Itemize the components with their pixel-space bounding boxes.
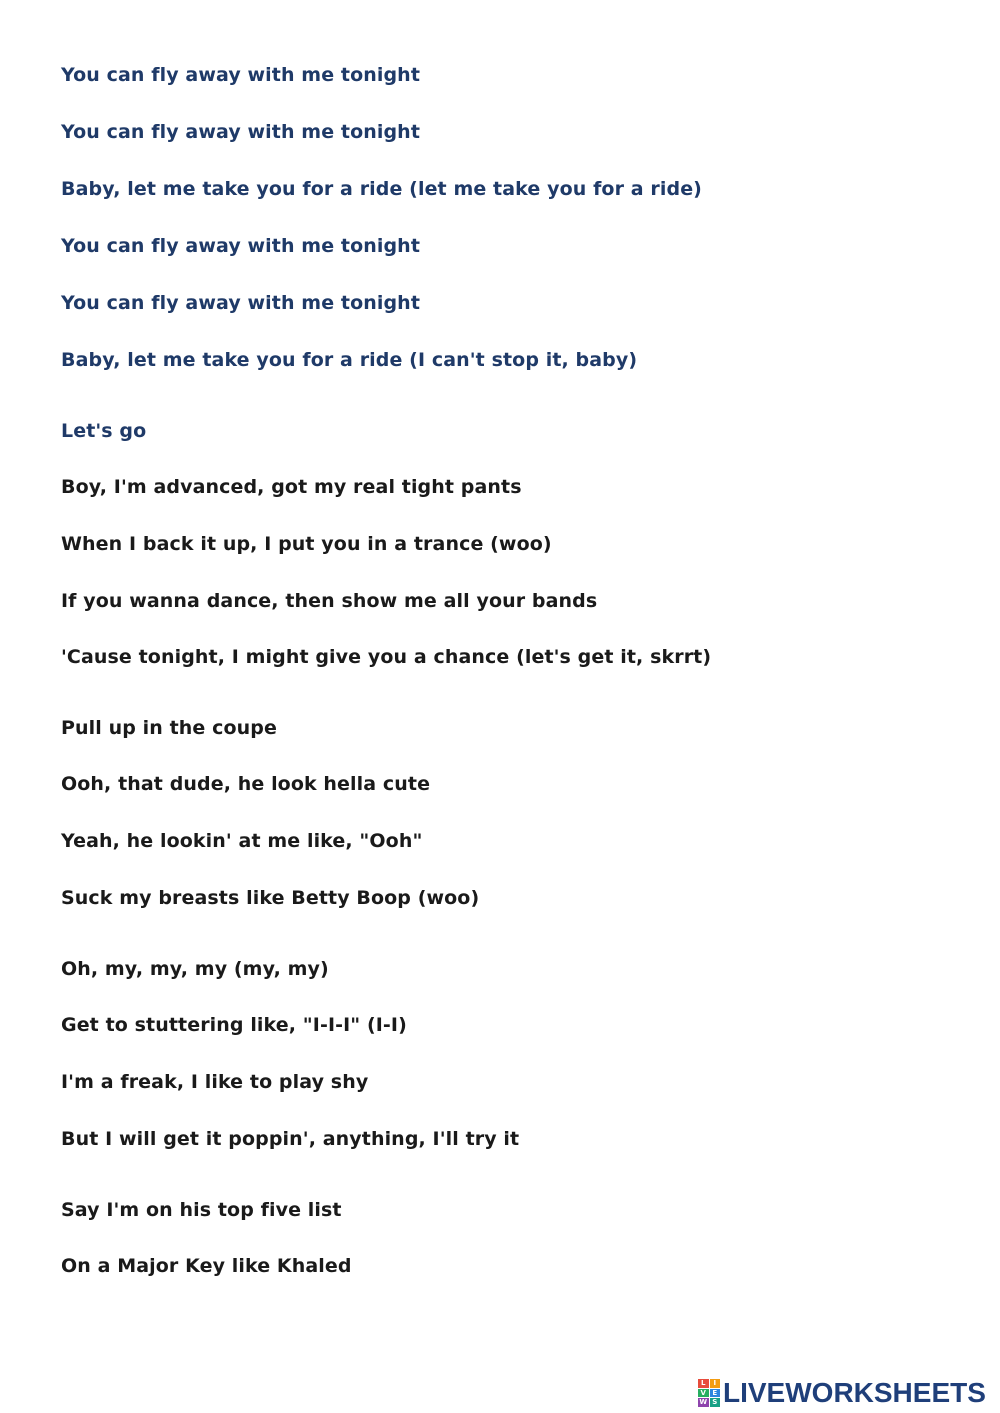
lyric-line-20: Say I'm on his top five list	[61, 1199, 342, 1221]
lyric-line-15: Suck my breasts like Betty Boop (woo)	[61, 887, 480, 909]
lyric-line-14: Yeah, he lookin' at me like, "Ooh"	[61, 830, 423, 852]
logo-mark-tile: S	[710, 1398, 721, 1407]
lyric-line-5: You can fly away with me tonight	[61, 292, 420, 314]
lyric-line-1: You can fly away with me tonight	[61, 64, 420, 86]
lyric-line-7: Let's go	[61, 420, 147, 442]
lyric-line-19: But I will get it poppin', anything, I'll try it	[61, 1128, 520, 1150]
lyric-line-2: You can fly away with me tonight	[61, 121, 420, 143]
lyric-line-17: Get to stuttering like, "I-I-I" (I-I)	[61, 1014, 407, 1036]
lyric-line-9: When I back it up, I put you in a trance (woo)	[61, 533, 552, 555]
lyric-line-4: You can fly away with me tonight	[61, 235, 420, 257]
logo-mark-tile: W	[699, 1398, 708, 1407]
logo-wordmark: LIVEWORKSHEETS	[723, 1377, 986, 1408]
logo-mark-tile: E	[710, 1389, 721, 1398]
lyric-line-11: 'Cause tonight, I might give you a chance (let's get it, skrrt)	[61, 646, 712, 668]
lyric-line-12: Pull up in the coupe	[61, 717, 277, 739]
lyric-line-16: Oh, my, my, my (my, my)	[61, 958, 329, 980]
logo-mark-tile: I	[710, 1379, 721, 1388]
lyric-line-13: Ooh, that dude, he look hella cute	[61, 773, 431, 795]
lyric-line-10: If you wanna dance, then show me all your bands	[61, 590, 598, 612]
lyric-line-21: On a Major Key like Khaled	[61, 1255, 352, 1277]
logo-mark-tile: L	[698, 1379, 709, 1388]
liveworksheets-logo-icon	[698, 1379, 720, 1407]
lyric-line-6: Baby, let me take you for a ride (I can't stop it, baby)	[61, 349, 638, 371]
lyric-line-3: Baby, let me take you for a ride (let me take you for a ride)	[61, 178, 702, 200]
liveworksheets-logo	[698, 1377, 986, 1409]
lyric-line-18: I'm a freak, I like to play shy	[61, 1071, 369, 1093]
lyric-line-8: Boy, I'm advanced, got my real tight pants	[61, 476, 522, 498]
logo-mark-tile: V	[698, 1389, 709, 1398]
